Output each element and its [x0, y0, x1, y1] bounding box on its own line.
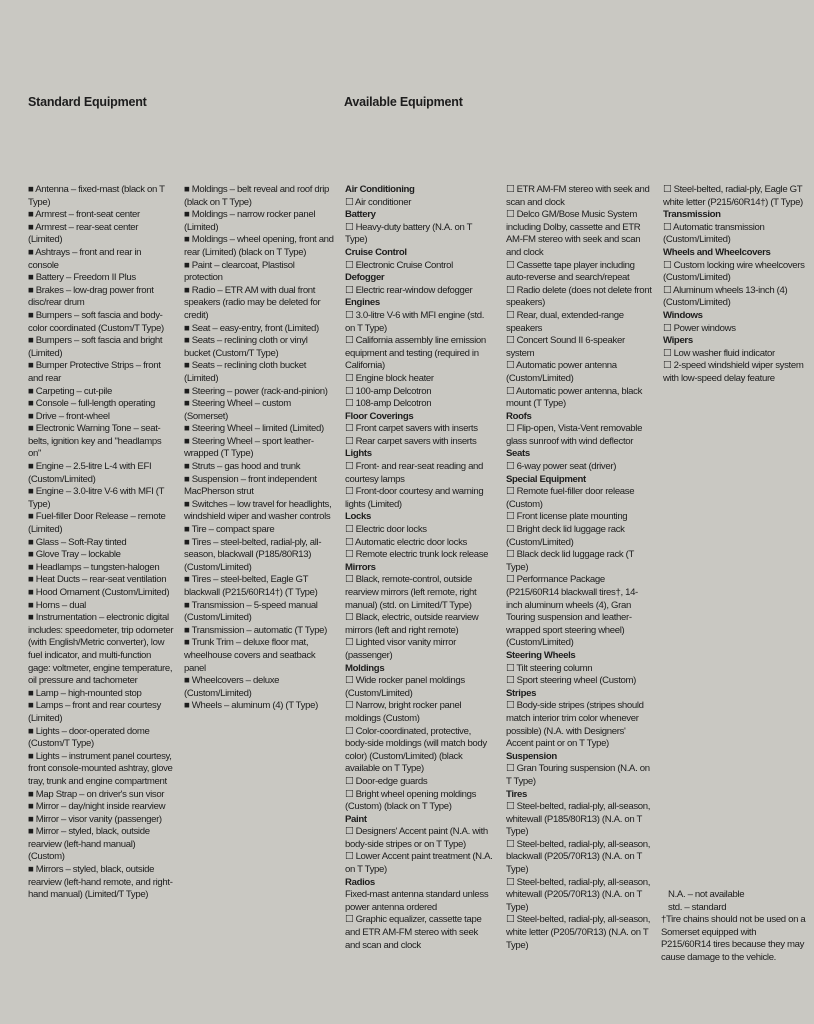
equipment-item: ☐ Front carpet savers with inserts [345, 423, 478, 435]
equipment-item: ■ Lamps – front and rear courtesy (Limited) [28, 700, 161, 724]
equipment-item: ☐ Electronic Cruise Control [345, 259, 453, 271]
category-heading: Locks [345, 511, 371, 523]
equipment-item: ■ Armrest – rear-seat center (Limited) [28, 221, 139, 246]
equipment-item: ☐ Flip-open, Vista-Vent removable glass sunroof with wind deflector [506, 423, 643, 447]
equipment-item: ■ Struts – gas hood and trunk [184, 461, 301, 473]
equipment-item: ☐ Power windows [663, 322, 736, 334]
category-heading: Engines [345, 297, 380, 309]
category-heading: Wheels and Wheelcovers [663, 246, 771, 258]
equipment-item: ☐ Bright wheel opening moldings (Custom) (black on T Type) [345, 788, 477, 813]
equipment-item: ☐ Lighted visor vanity mirror (passenger) [345, 637, 456, 661]
equipment-item: ☐ Steel-belted, radial-ply, Eagle GT white letter (P215/60R14†) (T Type) [663, 184, 803, 208]
equipment-item: ☐ Black deck lid luggage rack (T Type) [506, 549, 634, 573]
equipment-item: ☐ 3.0-litre V-6 with MFI engine (std. on T Type) [345, 309, 485, 334]
category-heading: Air Conditioning [345, 184, 415, 195]
equipment-item: ☐ Sport steering wheel (Custom) [506, 675, 636, 687]
equipment-item: ■ Lamp – high-mounted stop [28, 687, 142, 699]
available-equipment-heading: Available Equipment [344, 95, 463, 109]
equipment-item: ■ Glove Tray – lockable [28, 549, 121, 561]
category-heading: Radios [345, 876, 375, 888]
equipment-item: ■ Tires – steel-belted, Eagle GT blackwall (P215/60R14†) (T Type) [184, 574, 318, 598]
equipment-item: ☐ Graphic equalizer, cassette tape and ETR AM-FM stereo with seek and scan and clock [345, 914, 482, 951]
equipment-item: ☐ Bright deck lid luggage rack (Custom/Limited) [506, 524, 625, 548]
equipment-item: ■ Antenna – fixed-mast (black on T Type) [28, 184, 165, 208]
equipment-item: ☐ 100-amp Delcotron [345, 385, 432, 397]
category-heading: Special Equipment [506, 473, 586, 485]
equipment-item: ■ Electronic Warning Tone – seat-belts, ignition key and "headlamps on" [28, 423, 162, 460]
equipment-item: ☐ Electric door locks [345, 524, 427, 536]
equipment-item: ■ Seats – reclining cloth bucket (Limited) [184, 360, 307, 384]
category-heading: Paint [345, 813, 367, 825]
available-equipment-column-3 [663, 184, 809, 386]
category-heading: Tires [506, 788, 528, 800]
category-heading: Defogger [345, 272, 385, 284]
equipment-item: ☐ Automatic power antenna (Custom/Limited) [506, 360, 617, 384]
category-heading: Windows [663, 309, 703, 321]
standard-equipment-column-1 [28, 184, 174, 902]
equipment-item: ☐ Rear carpet savers with inserts [345, 435, 477, 447]
category-heading: Mirrors [345, 561, 376, 573]
equipment-item: ☐ Heavy-duty battery (N.A. on T Type) [345, 221, 472, 246]
equipment-item: ☐ Wide rocker panel moldings (Custom/Limited) [345, 675, 465, 699]
category-heading: Roofs [506, 410, 532, 422]
equipment-item: ■ Mirror – styled, black, outside rearview (left-hand manual) (Custom) [28, 826, 150, 863]
equipment-item: N.A. – not available [668, 889, 745, 900]
equipment-item: ■ Moldings – belt reveal and roof drip (black on T Type) [184, 184, 330, 208]
equipment-item: ■ Bumper Protective Strips – front and rear [28, 360, 161, 384]
equipment-item: ■ Map Strap – on driver's sun visor [28, 788, 165, 800]
available-equipment-column-1 [345, 184, 495, 952]
equipment-item: ■ Moldings – narrow rocker panel (Limited) [184, 209, 316, 233]
equipment-item: ■ Hood Ornament (Custom/Limited) [28, 587, 170, 598]
equipment-item: ☐ Door-edge guards [345, 775, 428, 787]
equipment-item: ■ Mirrors – styled, black, outside rearview (left-hand remote, and right-hand manual) (Limited/T Type) [28, 864, 173, 901]
equipment-item: ☐ Air conditioner [345, 196, 412, 208]
equipment-item: ☐ Performance Package (P215/60R14 blackwall tires†, 14-inch aluminum wheels (4), Gran Touring suspension and leather-wrapped sport steering wheel) (Custom/Limited) [506, 574, 638, 649]
equipment-item: ■ Mirror – day/night inside rearview [28, 801, 166, 813]
category-heading: Wipers [663, 335, 693, 347]
equipment-item: ☐ Designers' Accent paint (N.A. with body-side stripes or on T Type) [345, 826, 488, 850]
equipment-item: ■ Drive – front-wheel [28, 410, 110, 422]
equipment-item: ■ Tire – compact spare [184, 524, 275, 536]
equipment-item: ■ Moldings – wheel opening, front and rear (Limited) (black on T Type) [184, 234, 334, 258]
equipment-item: ■ Console – full-length operating [28, 398, 156, 410]
equipment-item: ■ Seat – easy-entry, front (Limited) [184, 322, 319, 334]
equipment-item: ■ Brakes – low-drag power front disc/rear drum [28, 284, 154, 309]
equipment-item: ■ Glass – Soft-Ray tinted [28, 536, 127, 548]
equipment-item: ■ Paint – clearcoat, Plastisol protection [184, 259, 295, 284]
category-heading: Steering Wheels [506, 649, 576, 661]
category-heading: Suspension [506, 750, 557, 762]
equipment-item: ☐ Delco GM/Bose Music System including Dolby, cassette and ETR AM-FM stereo with seek and scan and clock [506, 209, 641, 258]
equipment-item: ■ Transmission – 5-speed manual (Custom/Limited) [184, 599, 318, 624]
equipment-item: ☐ ETR AM-FM stereo with seek and scan and clock [506, 184, 650, 208]
equipment-item: ■ Trunk Trim – deluxe floor mat, wheelhouse covers and seatback panel [184, 637, 316, 674]
equipment-item: ■ Carpeting – cut-pile [28, 385, 112, 397]
equipment-item: ■ Bumpers – soft fascia and body-color coordinated (Custom/T Type) [28, 309, 164, 334]
equipment-item: ■ Transmission – automatic (T Type) [184, 624, 328, 636]
equipment-item: ☐ Automatic power antenna, black mount (T Type) [506, 385, 643, 410]
equipment-item: ■ Armrest – front-seat center [28, 209, 140, 221]
equipment-item: †Tire chains should not be used on a Somerset equipped with P215/60R14 tires because they may cause damage to the vehicle. [661, 914, 806, 963]
equipment-item: ☐ Black, electric, outside rearview mirrors (left and right remote) [345, 612, 479, 636]
equipment-item: ☐ Rear, dual, extended-range speakers [506, 309, 624, 334]
equipment-item: ☐ Gran Touring suspension (N.A. on T Type) [506, 763, 650, 787]
equipment-item: ■ Lights – door-operated dome (Custom/T Type) [28, 725, 150, 750]
equipment-item: ■ Ashtrays – front and rear in console [28, 246, 142, 271]
equipment-item: ☐ California assembly line emission equipment and testing (required in California) [345, 335, 486, 372]
equipment-item: ☐ 2-speed windshield wiper system with low-speed delay feature [663, 360, 804, 384]
category-heading: Moldings [345, 662, 385, 674]
equipment-item: ☐ Steel-belted, radial-ply, all-season, whitewall (P205/70R13) (N.A. on T Type) [506, 876, 651, 913]
equipment-item: ☐ Black, remote-control, outside rearview mirrors (left remote, right manual) (std. on Limited/T Type) [345, 574, 477, 611]
equipment-item: ■ Wheelcovers – deluxe (Custom/Limited) [184, 675, 280, 699]
equipment-item: ☐ 6-way power seat (driver) [506, 461, 617, 473]
equipment-item: std. – standard [668, 901, 727, 913]
standard-equipment-heading: Standard Equipment [28, 95, 147, 109]
equipment-item: ■ Switches – low travel for headlights, windshield wiper and washer controls [184, 498, 332, 523]
equipment-item: ☐ 108-amp Delcotron [345, 398, 432, 410]
equipment-item: ☐ Tilt steering column [506, 662, 593, 674]
equipment-item: ☐ Remote electric trunk lock release [345, 549, 489, 561]
equipment-item: ■ Steering – power (rack-and-pinion) [184, 385, 328, 397]
equipment-item: ■ Steering Wheel – limited (Limited) [184, 423, 324, 435]
equipment-item: ☐ Low washer fluid indicator [663, 347, 775, 359]
equipment-item: ■ Heat Ducts – rear-seat ventilation [28, 574, 167, 586]
equipment-item: ■ Engine – 3.0-litre V-6 with MFI (T Type) [28, 486, 164, 510]
equipment-item: ☐ Electric rear-window defogger [345, 284, 473, 296]
equipment-item: ■ Battery – Freedom II Plus [28, 272, 136, 284]
equipment-item: ☐ Narrow, bright rocker panel moldings (Custom) [345, 700, 462, 724]
equipment-item: ☐ Color-coordinated, protective, body-side moldings (will match body color) (Custom/Limited) (black available on T Type) [345, 725, 487, 775]
equipment-item: ☐ Remote fuel-filler door release (Custom) [506, 486, 635, 510]
equipment-item: ☐ Cassette tape player including auto-reverse and search/repeat [506, 259, 635, 284]
category-heading: Lights [345, 448, 372, 460]
equipment-item: ☐ Front-door courtesy and warning lights (Limited) [345, 486, 484, 510]
equipment-item: ☐ Radio delete (does not delete front speakers) [506, 284, 652, 309]
equipment-item: ■ Horns – dual [28, 599, 86, 611]
equipment-item: ☐ Concert Sound II 6-speaker system [506, 335, 625, 359]
equipment-item: ☐ Aluminum wheels 13-inch (4) (Custom/Limited) [663, 284, 788, 309]
equipment-item: Fixed-mast antenna standard unless power antenna ordered [345, 889, 489, 913]
equipment-item: ☐ Automatic transmission (Custom/Limited) [663, 221, 765, 246]
equipment-item: ■ Instrumentation – electronic digital includes: speedometer, trip odometer (with English/Metric converter), low fuel indicator, and multi-function gage: voltmeter, engine temperature, oil pressure and tachometer [28, 612, 174, 687]
equipment-item: ■ Fuel-filler Door Release – remote (Limited) [28, 511, 166, 536]
equipment-item: ■ Headlamps – tungsten-halogen [28, 561, 160, 573]
equipment-item: ☐ Front- and rear-seat reading and courtesy lamps [345, 461, 484, 485]
standard-equipment-column-2 [184, 184, 334, 713]
category-heading: Cruise Control [345, 246, 407, 258]
category-heading: Floor Coverings [345, 410, 414, 422]
equipment-item: ■ Steering Wheel – custom (Somerset) [184, 398, 291, 422]
category-heading: Battery [345, 209, 376, 221]
equipment-item: ☐ Steel-belted, radial-ply, all-season, white letter (P205/70R13) (N.A. on T Type) [506, 914, 651, 951]
equipment-item: ■ Steering Wheel – sport leather-wrapped (T Type) [184, 435, 314, 460]
equipment-item: ☐ Lower Accent paint treatment (N.A. on T Type) [345, 851, 493, 876]
equipment-item: ☐ Engine block heater [345, 372, 434, 384]
equipment-item: ☐ Custom locking wire wheelcovers (Custom/Limited) [663, 259, 805, 284]
equipment-item: ☐ Steel-belted, radial-ply, all-season, whitewall (P185/80R13) (N.A. on T Type) [506, 801, 651, 838]
category-heading: Stripes [506, 687, 537, 699]
category-heading: Transmission [663, 209, 721, 221]
equipment-item: ■ Lights – instrument panel courtesy, front console-mounted ashtray, glove tray, trunk and engine compartment [28, 750, 173, 787]
equipment-item: ■ Mirror – visor vanity (passenger) [28, 813, 162, 825]
equipment-item: ☐ Front license plate mounting [506, 511, 628, 523]
equipment-item: ☐ Body-side stripes (stripes should match interior trim color whenever possible) (N.A. with Designers' Accent paint or on T Type) [506, 700, 644, 750]
equipment-item: ■ Engine – 2.5-litre L-4 with EFI (Custom/Limited) [28, 461, 152, 485]
equipment-item: ☐ Automatic electric door locks [345, 536, 467, 548]
footnotes [661, 889, 807, 965]
equipment-item: ■ Radio – ETR AM with dual front speakers (radio may be deleted for credit) [184, 284, 321, 321]
available-equipment-column-2 [506, 184, 652, 952]
equipment-item: ■ Suspension – front independent MacPherson strut [184, 473, 317, 498]
equipment-item: ■ Tires – steel-belted, radial-ply, all-season, blackwall (P185/80R13) (Custom/Limited) [184, 536, 322, 573]
equipment-item: ☐ Steel-belted, radial-ply, all-season, blackwall (P205/70R13) (N.A. on T Type) [506, 838, 651, 876]
equipment-item: ■ Wheels – aluminum (4) (T Type) [184, 700, 318, 712]
category-heading: Seats [506, 448, 530, 460]
equipment-item: ■ Bumpers – soft fascia and bright (Limited) [28, 335, 163, 359]
equipment-item: ■ Seats – reclining cloth or vinyl bucket (Custom/T Type) [184, 335, 308, 359]
